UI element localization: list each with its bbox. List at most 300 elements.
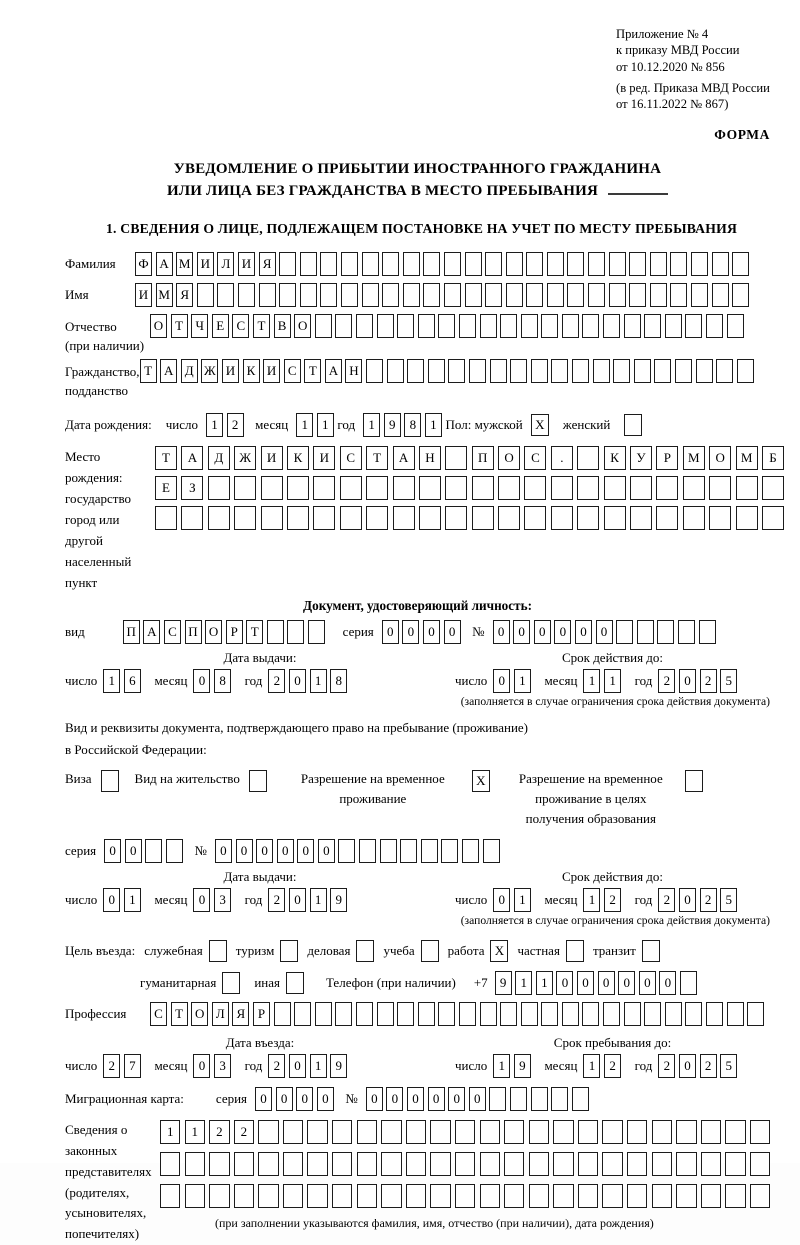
char-box[interactable]: 2 — [268, 669, 285, 693]
char-box[interactable]: 0 — [423, 620, 440, 644]
char-box[interactable]: 6 — [124, 669, 141, 693]
char-box[interactable] — [680, 971, 697, 995]
char-box[interactable]: 0 — [382, 620, 399, 644]
char-box[interactable] — [462, 839, 479, 863]
char-box[interactable] — [455, 1184, 475, 1208]
char-box[interactable] — [750, 1184, 770, 1208]
char-box[interactable]: П — [472, 446, 494, 470]
char-box[interactable] — [472, 506, 494, 530]
char-box[interactable] — [480, 1120, 500, 1144]
char-box[interactable]: 0 — [639, 971, 656, 995]
char-box[interactable] — [670, 252, 687, 276]
char-box[interactable]: 0 — [493, 888, 510, 912]
char-box[interactable]: 2 — [234, 1120, 254, 1144]
char-box[interactable] — [572, 1087, 589, 1111]
business-checkbox[interactable] — [356, 940, 374, 962]
char-box[interactable]: 0 — [276, 1087, 293, 1111]
char-box[interactable] — [604, 476, 626, 500]
char-box[interactable] — [403, 283, 420, 307]
char-box[interactable]: Н — [345, 359, 362, 383]
char-box[interactable]: Е — [155, 476, 177, 500]
char-box[interactable]: 0 — [277, 839, 294, 863]
char-box[interactable] — [362, 283, 379, 307]
char-box[interactable]: О — [150, 314, 167, 338]
char-box[interactable]: Т — [140, 359, 157, 383]
char-box[interactable] — [593, 359, 610, 383]
char-box[interactable] — [185, 1152, 205, 1176]
char-box[interactable]: 0 — [297, 839, 314, 863]
char-box[interactable] — [701, 1152, 721, 1176]
char-box[interactable] — [438, 1002, 455, 1026]
char-box[interactable] — [521, 314, 538, 338]
char-box[interactable] — [644, 1002, 661, 1026]
char-box[interactable] — [656, 506, 678, 530]
char-box[interactable] — [430, 1120, 450, 1144]
char-box[interactable] — [504, 1184, 524, 1208]
char-box[interactable] — [613, 359, 630, 383]
char-box[interactable]: Т — [155, 446, 177, 470]
char-box[interactable]: 0 — [193, 1054, 210, 1078]
char-box[interactable] — [551, 476, 573, 500]
char-box[interactable] — [455, 1120, 475, 1144]
char-box[interactable] — [529, 1184, 549, 1208]
char-box[interactable]: 0 — [256, 839, 273, 863]
char-box[interactable] — [335, 314, 352, 338]
char-box[interactable]: Е — [212, 314, 229, 338]
char-box[interactable] — [406, 1120, 426, 1144]
char-box[interactable] — [377, 1002, 394, 1026]
char-box[interactable]: Т — [253, 314, 270, 338]
char-box[interactable] — [397, 314, 414, 338]
char-box[interactable] — [430, 1152, 450, 1176]
char-box[interactable] — [736, 506, 758, 530]
char-box[interactable]: 2 — [700, 1054, 717, 1078]
char-box[interactable] — [553, 1120, 573, 1144]
char-box[interactable] — [665, 314, 682, 338]
char-box[interactable] — [259, 283, 276, 307]
char-box[interactable]: Т — [366, 446, 388, 470]
char-box[interactable] — [567, 252, 584, 276]
char-box[interactable] — [727, 314, 744, 338]
char-box[interactable]: Т — [171, 1002, 188, 1026]
char-box[interactable]: 5 — [720, 888, 737, 912]
char-box[interactable] — [258, 1120, 278, 1144]
char-box[interactable] — [197, 283, 214, 307]
char-box[interactable] — [438, 314, 455, 338]
char-box[interactable]: М — [156, 283, 173, 307]
char-box[interactable] — [567, 283, 584, 307]
char-box[interactable] — [332, 1120, 352, 1144]
char-box[interactable] — [418, 314, 435, 338]
char-box[interactable]: 3 — [214, 888, 231, 912]
char-box[interactable]: 2 — [209, 1120, 229, 1144]
char-box[interactable]: 8 — [330, 669, 347, 693]
char-box[interactable]: 0 — [386, 1087, 403, 1111]
char-box[interactable]: 0 — [318, 839, 335, 863]
char-box[interactable]: 2 — [658, 1054, 675, 1078]
char-box[interactable] — [547, 283, 564, 307]
char-box[interactable] — [504, 1152, 524, 1176]
work-checkbox[interactable]: X — [490, 940, 508, 962]
char-box[interactable]: Я — [176, 283, 193, 307]
char-box[interactable]: 0 — [618, 971, 635, 995]
female-checkbox[interactable] — [624, 414, 642, 436]
char-box[interactable] — [380, 839, 397, 863]
char-box[interactable]: 1 — [604, 669, 621, 693]
char-box[interactable]: 1 — [514, 669, 531, 693]
char-box[interactable]: О — [498, 446, 520, 470]
char-box[interactable]: П — [185, 620, 202, 644]
char-box[interactable]: С — [232, 314, 249, 338]
char-box[interactable]: 1 — [185, 1120, 205, 1144]
char-box[interactable] — [445, 476, 467, 500]
char-box[interactable] — [652, 1184, 672, 1208]
char-box[interactable]: Д — [208, 446, 230, 470]
char-box[interactable] — [498, 476, 520, 500]
char-box[interactable] — [577, 506, 599, 530]
char-box[interactable] — [382, 252, 399, 276]
char-box[interactable] — [234, 476, 256, 500]
char-box[interactable]: 8 — [214, 669, 231, 693]
char-box[interactable] — [701, 1184, 721, 1208]
char-box[interactable] — [526, 283, 543, 307]
char-box[interactable] — [706, 314, 723, 338]
char-box[interactable]: С — [284, 359, 301, 383]
transit-checkbox[interactable] — [642, 940, 660, 962]
char-box[interactable] — [675, 359, 692, 383]
char-box[interactable] — [400, 839, 417, 863]
char-box[interactable]: 0 — [103, 888, 120, 912]
char-box[interactable]: К — [243, 359, 260, 383]
char-box[interactable]: Ф — [135, 252, 152, 276]
char-box[interactable] — [547, 252, 564, 276]
char-box[interactable] — [332, 1152, 352, 1176]
char-box[interactable]: 1 — [296, 413, 313, 437]
char-box[interactable] — [283, 1184, 303, 1208]
char-box[interactable] — [609, 283, 626, 307]
char-box[interactable] — [588, 283, 605, 307]
char-box[interactable] — [489, 1087, 506, 1111]
char-box[interactable]: С — [164, 620, 181, 644]
char-box[interactable]: 7 — [124, 1054, 141, 1078]
char-box[interactable] — [208, 476, 230, 500]
char-box[interactable]: 0 — [556, 971, 573, 995]
char-box[interactable]: 0 — [659, 971, 676, 995]
char-box[interactable]: 0 — [679, 888, 696, 912]
char-box[interactable] — [691, 283, 708, 307]
char-box[interactable]: 1 — [124, 888, 141, 912]
char-box[interactable]: У — [630, 446, 652, 470]
char-box[interactable] — [630, 476, 652, 500]
char-box[interactable] — [747, 1002, 764, 1026]
char-box[interactable] — [217, 283, 234, 307]
char-box[interactable] — [335, 1002, 352, 1026]
char-box[interactable]: 9 — [514, 1054, 531, 1078]
char-box[interactable]: 1 — [310, 669, 327, 693]
char-box[interactable] — [455, 1152, 475, 1176]
char-box[interactable] — [448, 359, 465, 383]
char-box[interactable] — [419, 476, 441, 500]
char-box[interactable] — [732, 283, 749, 307]
char-box[interactable]: К — [604, 446, 626, 470]
char-box[interactable]: К — [287, 446, 309, 470]
char-box[interactable] — [510, 1087, 527, 1111]
char-box[interactable]: О — [191, 1002, 208, 1026]
char-box[interactable]: 1 — [103, 669, 120, 693]
char-box[interactable]: Б — [762, 446, 784, 470]
char-box[interactable] — [419, 506, 441, 530]
char-box[interactable] — [274, 1002, 291, 1026]
char-box[interactable] — [650, 252, 667, 276]
visa-checkbox[interactable] — [101, 770, 119, 792]
char-box[interactable] — [287, 620, 304, 644]
char-box[interactable] — [521, 1002, 538, 1026]
char-box[interactable] — [685, 1002, 702, 1026]
char-box[interactable]: О — [709, 446, 731, 470]
char-box[interactable] — [506, 283, 523, 307]
official-checkbox[interactable] — [209, 940, 227, 962]
char-box[interactable] — [428, 359, 445, 383]
temp-residence-education-checkbox[interactable] — [685, 770, 703, 792]
char-box[interactable] — [572, 359, 589, 383]
char-box[interactable] — [624, 1002, 641, 1026]
char-box[interactable] — [480, 1002, 497, 1026]
char-box[interactable]: А — [393, 446, 415, 470]
char-box[interactable]: 2 — [604, 1054, 621, 1078]
char-box[interactable] — [706, 1002, 723, 1026]
char-box[interactable]: 0 — [448, 1087, 465, 1111]
char-box[interactable] — [381, 1120, 401, 1144]
char-box[interactable]: О — [294, 314, 311, 338]
char-box[interactable]: 2 — [268, 888, 285, 912]
char-box[interactable] — [341, 283, 358, 307]
char-box[interactable] — [725, 1120, 745, 1144]
char-box[interactable]: А — [325, 359, 342, 383]
char-box[interactable] — [504, 1120, 524, 1144]
char-box[interactable]: 0 — [428, 1087, 445, 1111]
char-box[interactable]: 2 — [700, 888, 717, 912]
char-box[interactable] — [341, 252, 358, 276]
char-box[interactable]: Р — [656, 446, 678, 470]
char-box[interactable]: 0 — [104, 839, 121, 863]
char-box[interactable]: Л — [212, 1002, 229, 1026]
char-box[interactable] — [553, 1184, 573, 1208]
char-box[interactable]: 0 — [125, 839, 142, 863]
char-box[interactable] — [209, 1152, 229, 1176]
char-box[interactable] — [725, 1184, 745, 1208]
char-box[interactable]: 0 — [289, 669, 306, 693]
char-box[interactable] — [616, 620, 633, 644]
char-box[interactable] — [332, 1184, 352, 1208]
char-box[interactable] — [209, 1184, 229, 1208]
char-box[interactable] — [524, 476, 546, 500]
char-box[interactable]: 0 — [534, 620, 551, 644]
char-box[interactable] — [602, 1152, 622, 1176]
char-box[interactable]: 0 — [575, 620, 592, 644]
char-box[interactable] — [683, 506, 705, 530]
char-box[interactable] — [644, 314, 661, 338]
char-box[interactable] — [629, 252, 646, 276]
char-box[interactable]: Т — [304, 359, 321, 383]
char-box[interactable]: 0 — [469, 1087, 486, 1111]
char-box[interactable] — [709, 506, 731, 530]
char-box[interactable] — [637, 620, 654, 644]
char-box[interactable] — [283, 1152, 303, 1176]
char-box[interactable]: 1 — [425, 413, 442, 437]
char-box[interactable] — [627, 1184, 647, 1208]
char-box[interactable] — [582, 1002, 599, 1026]
char-box[interactable]: 2 — [268, 1054, 285, 1078]
char-box[interactable] — [506, 252, 523, 276]
char-box[interactable] — [737, 359, 754, 383]
char-box[interactable] — [261, 506, 283, 530]
char-box[interactable]: 0 — [236, 839, 253, 863]
char-box[interactable]: М — [736, 446, 758, 470]
private-checkbox[interactable] — [566, 940, 584, 962]
char-box[interactable] — [356, 1002, 373, 1026]
char-box[interactable] — [208, 506, 230, 530]
char-box[interactable] — [160, 1152, 180, 1176]
char-box[interactable] — [676, 1184, 696, 1208]
char-box[interactable] — [629, 283, 646, 307]
char-box[interactable] — [313, 506, 335, 530]
char-box[interactable] — [387, 359, 404, 383]
char-box[interactable]: 1 — [536, 971, 553, 995]
char-box[interactable]: Ж — [234, 446, 256, 470]
char-box[interactable] — [541, 1002, 558, 1026]
char-box[interactable] — [377, 314, 394, 338]
char-box[interactable] — [529, 1152, 549, 1176]
char-box[interactable]: З — [181, 476, 203, 500]
char-box[interactable] — [357, 1120, 377, 1144]
char-box[interactable] — [562, 314, 579, 338]
char-box[interactable] — [366, 359, 383, 383]
char-box[interactable] — [578, 1120, 598, 1144]
char-box[interactable]: 2 — [658, 669, 675, 693]
char-box[interactable]: 1 — [310, 888, 327, 912]
char-box[interactable]: И — [313, 446, 335, 470]
char-box[interactable]: 0 — [679, 1054, 696, 1078]
char-box[interactable]: 1 — [363, 413, 380, 437]
char-box[interactable]: 2 — [227, 413, 244, 437]
char-box[interactable] — [307, 1120, 327, 1144]
char-box[interactable] — [287, 506, 309, 530]
char-box[interactable] — [500, 314, 517, 338]
char-box[interactable] — [683, 476, 705, 500]
char-box[interactable] — [656, 476, 678, 500]
char-box[interactable]: 1 — [583, 888, 600, 912]
char-box[interactable] — [650, 283, 667, 307]
char-box[interactable] — [498, 506, 520, 530]
char-box[interactable] — [238, 283, 255, 307]
char-box[interactable] — [308, 620, 325, 644]
char-box[interactable] — [524, 506, 546, 530]
char-box[interactable] — [652, 1120, 672, 1144]
char-box[interactable]: 0 — [193, 888, 210, 912]
char-box[interactable] — [736, 476, 758, 500]
char-box[interactable]: Ж — [201, 359, 218, 383]
char-box[interactable] — [727, 1002, 744, 1026]
char-box[interactable] — [465, 283, 482, 307]
char-box[interactable] — [582, 314, 599, 338]
char-box[interactable] — [366, 506, 388, 530]
char-box[interactable] — [472, 476, 494, 500]
char-box[interactable] — [691, 252, 708, 276]
char-box[interactable] — [338, 839, 355, 863]
char-box[interactable] — [480, 1184, 500, 1208]
char-box[interactable]: Я — [259, 252, 276, 276]
char-box[interactable]: М — [683, 446, 705, 470]
char-box[interactable] — [603, 1002, 620, 1026]
char-box[interactable]: Я — [232, 1002, 249, 1026]
male-checkbox[interactable]: X — [531, 414, 549, 436]
char-box[interactable] — [393, 476, 415, 500]
char-box[interactable] — [578, 1152, 598, 1176]
char-box[interactable] — [627, 1120, 647, 1144]
char-box[interactable]: 5 — [720, 669, 737, 693]
residence-permit-checkbox[interactable] — [249, 770, 267, 792]
char-box[interactable]: И — [238, 252, 255, 276]
char-box[interactable]: 9 — [330, 1054, 347, 1078]
char-box[interactable] — [500, 1002, 517, 1026]
char-box[interactable] — [685, 314, 702, 338]
char-box[interactable] — [320, 283, 337, 307]
char-box[interactable]: И — [261, 446, 283, 470]
char-box[interactable] — [762, 476, 784, 500]
char-box[interactable]: 0 — [493, 620, 510, 644]
char-box[interactable] — [678, 620, 695, 644]
char-box[interactable]: Н — [419, 446, 441, 470]
study-checkbox[interactable] — [421, 940, 439, 962]
char-box[interactable]: П — [123, 620, 140, 644]
char-box[interactable]: 0 — [193, 669, 210, 693]
char-box[interactable] — [444, 283, 461, 307]
char-box[interactable] — [294, 1002, 311, 1026]
char-box[interactable] — [531, 359, 548, 383]
char-box[interactable] — [696, 359, 713, 383]
char-box[interactable]: Р — [226, 620, 243, 644]
char-box[interactable] — [609, 252, 626, 276]
char-box[interactable]: 0 — [493, 669, 510, 693]
char-box[interactable] — [716, 359, 733, 383]
char-box[interactable]: С — [340, 446, 362, 470]
char-box[interactable]: 1 — [317, 413, 334, 437]
char-box[interactable]: И — [222, 359, 239, 383]
char-box[interactable] — [444, 252, 461, 276]
char-box[interactable] — [382, 283, 399, 307]
char-box[interactable]: 0 — [215, 839, 232, 863]
char-box[interactable] — [541, 314, 558, 338]
char-box[interactable]: Р — [253, 1002, 270, 1026]
char-box[interactable]: В — [274, 314, 291, 338]
char-box[interactable] — [307, 1184, 327, 1208]
char-box[interactable] — [732, 252, 749, 276]
char-box[interactable] — [483, 839, 500, 863]
char-box[interactable] — [603, 314, 620, 338]
char-box[interactable] — [340, 476, 362, 500]
char-box[interactable] — [234, 506, 256, 530]
char-box[interactable] — [340, 506, 362, 530]
char-box[interactable] — [279, 283, 296, 307]
char-box[interactable]: А — [156, 252, 173, 276]
char-box[interactable] — [258, 1184, 278, 1208]
char-box[interactable] — [267, 620, 284, 644]
char-box[interactable] — [421, 839, 438, 863]
char-box[interactable] — [459, 314, 476, 338]
char-box[interactable]: 0 — [596, 620, 613, 644]
char-box[interactable] — [313, 476, 335, 500]
char-box[interactable]: М — [176, 252, 193, 276]
